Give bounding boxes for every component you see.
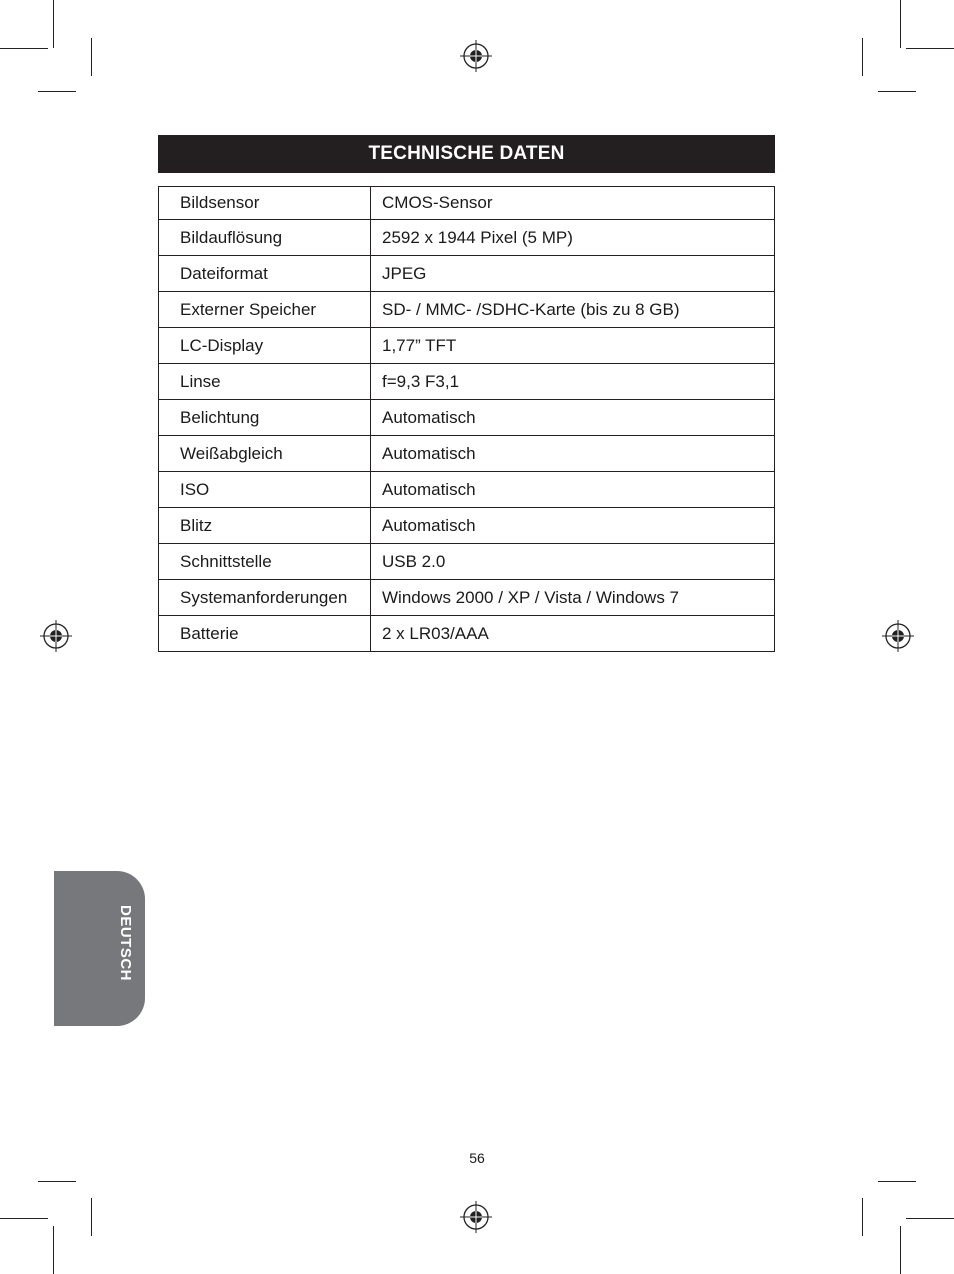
crop-mark: [38, 91, 76, 92]
crop-mark: [91, 38, 92, 76]
spec-label: Dateiformat: [159, 256, 371, 292]
spec-value: SD- / MMC- /SDHC-Karte (bis zu 8 GB): [371, 292, 775, 328]
crop-mark: [906, 1218, 954, 1219]
spec-value: Windows 2000 / XP / Vista / Windows 7: [371, 580, 775, 616]
crop-mark: [906, 48, 954, 49]
crop-mark: [878, 91, 916, 92]
spec-value: Automatisch: [371, 472, 775, 508]
section-title: TECHNISCHE DATEN: [158, 135, 775, 173]
spec-label: Schnittstelle: [159, 544, 371, 580]
spec-value: Automatisch: [371, 436, 775, 472]
spec-label: Belichtung: [159, 400, 371, 436]
table-row: [159, 580, 775, 616]
spec-label: Blitz: [159, 508, 371, 544]
crop-mark: [53, 0, 54, 48]
spec-label: Linse: [159, 364, 371, 400]
crop-mark: [862, 38, 863, 76]
table-row: [159, 544, 775, 580]
spec-label: Batterie: [159, 616, 371, 652]
page-number: 56: [469, 1150, 485, 1166]
spec-value: 1,77” TFT: [371, 328, 775, 364]
crop-mark: [878, 1181, 916, 1182]
spec-label: ISO: [159, 472, 371, 508]
table-row: [159, 616, 775, 652]
spec-value: 2 x LR03/AAA: [371, 616, 775, 652]
crop-mark: [0, 1218, 48, 1219]
registration-mark-icon: [460, 40, 492, 72]
table-row: [159, 400, 775, 436]
table-row: [159, 508, 775, 544]
specs-table: [158, 186, 775, 652]
spec-label: Systemanforderungen: [159, 580, 371, 616]
crop-mark: [900, 0, 901, 48]
spec-value: JPEG: [371, 256, 775, 292]
crop-mark: [91, 1198, 92, 1236]
table-row: [159, 472, 775, 508]
table-row: [159, 220, 775, 256]
spec-value: f=9,3 F3,1: [371, 364, 775, 400]
spec-label: Externer Speicher: [159, 292, 371, 328]
table-row: [159, 292, 775, 328]
crop-mark: [0, 48, 48, 49]
registration-mark-icon: [460, 1201, 492, 1233]
spec-label: Bildsensor: [159, 187, 371, 220]
spec-value: 2592 x 1944 Pixel (5 MP): [371, 220, 775, 256]
spec-label: LC-Display: [159, 328, 371, 364]
crop-mark: [862, 1198, 863, 1236]
spec-value: USB 2.0: [371, 544, 775, 580]
registration-mark-icon: [882, 620, 914, 652]
table-row: [159, 436, 775, 472]
table-row: [159, 187, 775, 220]
language-tab-label: DEUTSCH: [117, 905, 134, 982]
table-row: [159, 328, 775, 364]
registration-mark-icon: [40, 620, 72, 652]
spec-label: Weißabgleich: [159, 436, 371, 472]
crop-mark: [53, 1226, 54, 1274]
spec-value: Automatisch: [371, 508, 775, 544]
spec-value: Automatisch: [371, 400, 775, 436]
spec-value: CMOS-Sensor: [371, 187, 775, 220]
language-tab: [54, 871, 145, 1026]
crop-mark: [38, 1181, 76, 1182]
spec-label: Bildauflösung: [159, 220, 371, 256]
table-row: [159, 364, 775, 400]
table-row: [159, 256, 775, 292]
crop-mark: [900, 1226, 901, 1274]
